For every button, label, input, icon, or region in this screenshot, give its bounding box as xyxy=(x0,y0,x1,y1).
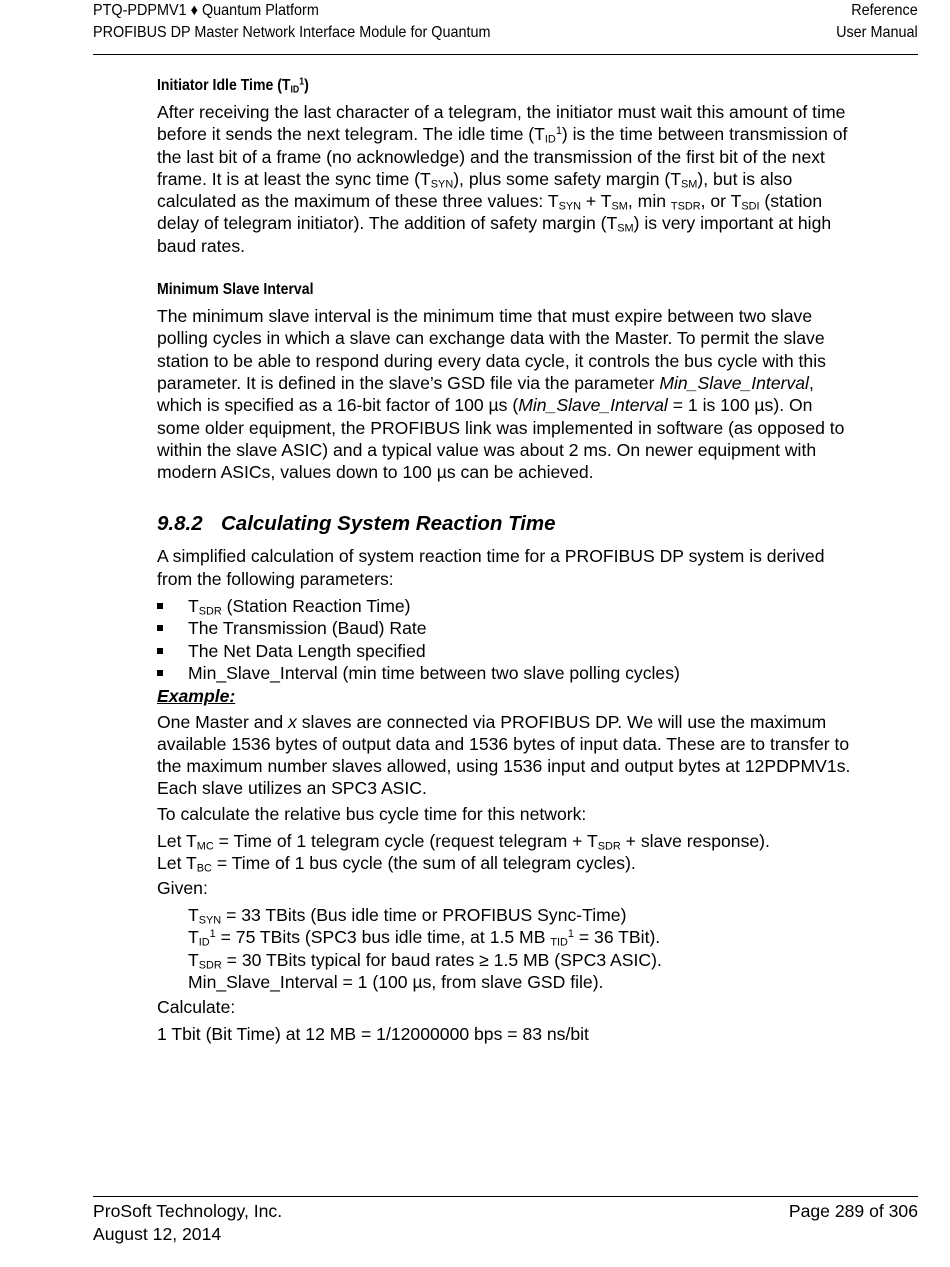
footer-date: August 12, 2014 xyxy=(93,1224,222,1244)
example-label: Example: xyxy=(157,686,236,707)
section-title: Calculating System Reaction Time xyxy=(221,512,556,536)
list-item: The Transmission (Baud) Rate xyxy=(157,617,857,639)
footer-left xyxy=(93,1200,282,1246)
list-item: The Net Data Length specified xyxy=(157,640,857,662)
paragraph-calc-intro: To calculate the relative bus cycle time for this network: xyxy=(157,803,587,824)
header-left xyxy=(93,0,490,43)
paragraph-intro: A simplified calculation of system reaction time for a PROFIBUS DP system is derived from the following parameters: xyxy=(157,546,825,589)
page-header xyxy=(93,0,918,55)
heading-initiator-idle-time: Initiator Idle Time $(T_{ID}^1)$ xyxy=(157,76,309,96)
list-item: Min_Slave_Interval (min time between two slave polling cycles) xyxy=(157,662,857,684)
page-body xyxy=(157,76,857,1046)
page-footer xyxy=(93,1196,918,1244)
parameter-list xyxy=(157,595,857,684)
header-right xyxy=(836,0,918,43)
given-tsyn: $T_{SYN} = 33$ TBits (Bus idle time or PROFIBUS Sync-Time) xyxy=(188,904,627,927)
header-manual: User Manual xyxy=(836,23,918,41)
header-module: PROFIBUS DP Master Network Interface Module for Quantum xyxy=(93,23,491,41)
calculate-label: Calculate: xyxy=(157,997,236,1018)
header-product: PTQ-PDPMV1 ♦ Quantum Platform xyxy=(93,2,319,19)
given-tsdr: $T_{SDR} = 30$ TBits typical for baud rates ≥ 1.5 MB (SPC3 ASIC). xyxy=(188,949,662,972)
footer-page-number: Page 289 of 306 xyxy=(788,1201,918,1221)
paragraph-initiator-idle-time: After receiving the last character of a telegram, the initiator must wait this amount of time before it sends the next telegram. The idle time $(T_{ID}^1)$ is the time between transmission of the last bit of a frame (no acknowledge) and the transmission of the first bit of the next frame. It is at least the sync time $(T_{SYN})$, plus some safety margin $(T_{SM})$, but is also calculated as the maximum of these three values: $T_{SYN} + T_{SM}$, min $_{TSDR}$, or $T_{SDI}$ (station delay of telegram initiator). The addition of safety margin $(T_{SM})$ is very important at high baud rates. xyxy=(157,102,848,256)
given-tid: $T_{ID}^1 = 75$ TBits (SPC3 bus idle time, at 1.5 MB $_{TID}^1$ = 36 TBit). xyxy=(188,927,661,949)
list-item: $T_{SDR}$ (Station Reaction Time) xyxy=(157,595,857,617)
section-heading-9-8-2 xyxy=(157,511,857,537)
given-list xyxy=(157,904,857,993)
paragraph-minimum-slave-interval: The minimum slave interval is the minimum time that must expire between two slave polling cycles in which a slave can exchange data with the Master. To permit the slave station to be able to respond during every data cycle, it controls the bus cycle with this parameter. It is defined in the slave’s GSD file via the parameter Min_Slave_Interval, which is specified as a 16-bit factor of 100 µs (Min_Slave_Interval = 1 is 100 µs). On some older equipment, the PROFIBUS link was implemented in software (as opposed to within the slave ASIC) and a typical value was about 2 ms. On newer equipment with modern ASICs, values down to 100 µs can be achieved. xyxy=(157,306,845,483)
let-tmc: Let $T_{MC}$ = Time of 1 telegram cycle (request telegram + $T_{SDR}$ + slave response). xyxy=(157,831,770,853)
section-number: 9.8.2 xyxy=(157,512,203,536)
formula-bit-time: 1 Tbit (Bit Time) at 12 MB = 1/12000000 bps = 83 ns/bit xyxy=(157,1024,589,1045)
let-tbc: Let $T_{BC}$ = Time of 1 bus cycle (the sum of all telegram cycles). xyxy=(157,853,636,876)
header-doc-type: Reference xyxy=(851,2,918,19)
heading-minimum-slave-interval: Minimum Slave Interval xyxy=(157,281,314,299)
paragraph-example: One Master and x slaves are connected via PROFIBUS DP. We will use the maximum available 1536 bytes of output data and 1536 bytes of input data. These are to transfer to the maximum number slaves allowed, using 1536 input and output bytes at 12PDPMV1s. Each slave utilizes an SPC3 ASIC. xyxy=(157,711,851,799)
footer-company: ProSoft Technology, Inc. xyxy=(93,1201,283,1221)
given-min-slave-interval: Min_Slave_Interval = 1 (100 µs, from slave GSD file). xyxy=(188,971,604,992)
given-label: Given: xyxy=(157,877,208,898)
